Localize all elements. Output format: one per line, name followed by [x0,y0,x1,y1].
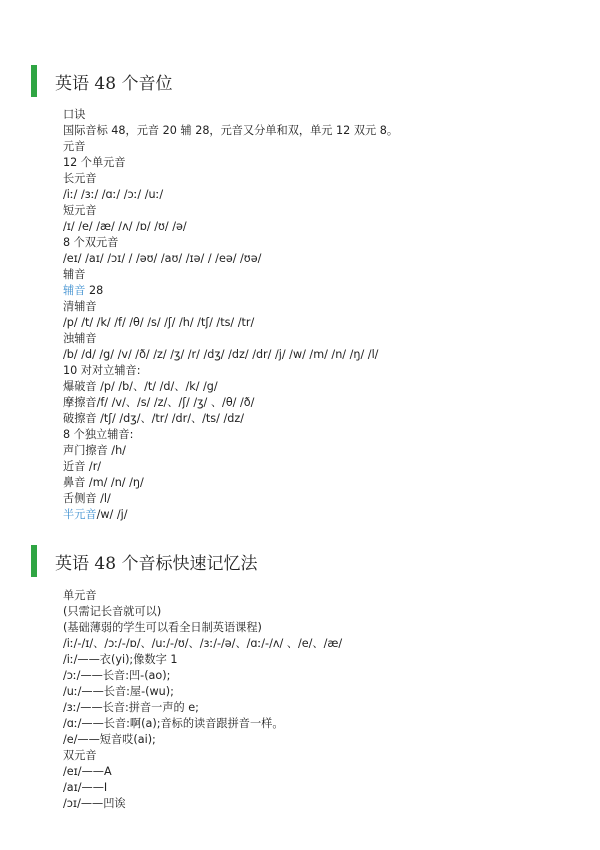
text-line: 国际音标 48，元音 20 辅 28，元音又分单和双，单元 12 双元 8。 [63,124,399,137]
section-accent-bar [31,545,37,577]
text-line: /uː/——长音:屋-(wu); [63,685,174,698]
text-line: 清辅音 [63,300,97,313]
text-line: /iː/-/ɪ/、/ɔː/-/ɒ/、/uː/-/ʊ/、/ɜː/-/ə/、/ɑː/-/ʌ/ 、/e/、/æ/ [63,637,343,650]
consonant-link[interactable]: 辅音 [63,284,86,297]
text-line: /ɪ/ /e/ /æ/ /ʌ/ /ɒ/ /ʊ/ /ə/ [63,220,187,233]
section-header-memory [31,545,257,577]
text-line: 近音 /r/ [63,460,102,473]
text-line: 10 对对立辅音: [63,364,141,377]
text-line: 辅音 [63,268,86,281]
text-line: 舌侧音 /l/ [63,492,111,505]
text-line: 声门擦音 /h/ [63,444,126,457]
text-line: 双元音 [63,749,97,762]
phoneme-list [63,107,583,523]
text-line: 12 个单元音 [63,156,126,169]
text-line: /b/ /d/ /g/ /v/ /ð/ /z/ /ʒ/ /r/ /dʒ/ /dz/ /dr/ /j/ /w/ /m/ /n/ /ŋ/ /l/ [63,348,379,361]
text-line: /iː/ /ɜː/ /ɑː/ /ɔː/ /uː/ [63,188,164,201]
half-vowel-line [63,507,583,523]
memory-list [63,588,583,812]
text-line: (基础薄弱的学生可以看全日制英语课程) [63,621,262,634]
text-line: (只需记长音就可以) [63,605,162,618]
text-line: /ɑː/——长音:啊(a);音标的读音跟拼音一样。 [63,717,284,730]
section-header-phonemes [31,65,172,97]
text-line: /ɜː/——长音:拼音一声的 e; [63,701,199,714]
text-line: 浊辅音 [63,332,97,345]
text-line: 爆破音 /p/ /b/、/t/ /d/、/k/ /g/ [63,380,218,393]
text-line: 短元音 [63,204,97,217]
text-line: 口诀 [63,108,86,121]
half-vowel-link[interactable]: 半元音 [63,508,97,521]
consonant-28-line [63,283,583,299]
text-line: 破擦音 /tʃ/ /dʒ/、/tr/ /dr/、/ts/ /dz/ [63,412,244,425]
section-accent-bar [31,65,37,97]
text-line: /ɔː/——长音:凹-(ao); [63,669,171,682]
text-line: /ɔɪ/——凹诶 [63,797,126,810]
text-line: 鼻音 /m/ /n/ /ŋ/ [63,476,144,489]
text-line: 单元音 [63,589,97,602]
text-line: 元音 [63,140,86,153]
text-line: /eɪ/ /aɪ/ /ɔɪ/ / /əʊ/ /aʊ/ /ɪə/ / /eə/ /ʊə/ [63,252,262,265]
text-line: 长元音 [63,172,97,185]
section-title: 英语 48 个音位 [55,73,173,94]
text-line: 8 个独立辅音: [63,428,134,441]
text-line: 8 个双元音 [63,236,119,249]
text-line: /aɪ/——I [63,781,108,794]
text-line: /iː/——衣(yi);像数字 1 [63,653,178,666]
section-title: 英语 48 个音标快速记忆法 [55,553,258,574]
consonant-count: 28 [85,284,104,297]
text-line: 摩擦音/f/ /v/、/s/ /z/、/ʃ/ /ʒ/ 、/θ/ /ð/ [63,396,255,409]
text-line: /e/——短音哎(ai); [63,733,156,746]
text-line: /p/ /t/ /k/ /f/ /θ/ /s/ /ʃ/ /h/ /tʃ/ /ts/ /tr/ [63,316,255,329]
half-vowel-symbols: /w/ /j/ [96,508,128,521]
text-line: /eɪ/——A [63,765,112,778]
